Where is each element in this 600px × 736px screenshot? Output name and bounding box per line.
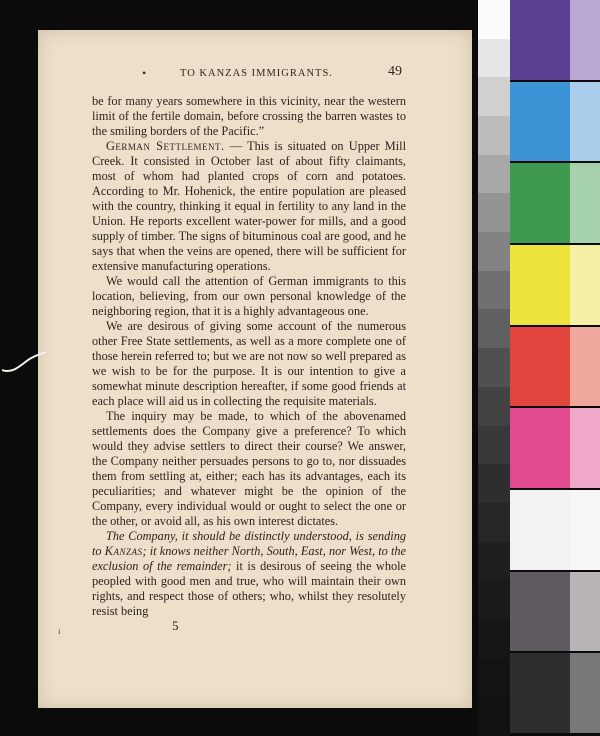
paragraph-6 <box>92 529 406 619</box>
color-chip-light <box>570 653 600 733</box>
book-page <box>38 30 472 708</box>
paragraph-3: We would call the attention of German immigrants to this location, believing, from our own personal knowledge of the neighboring region, that it is a highly advantageous one. <box>92 274 406 318</box>
kanzas-small-caps: Kanzas <box>104 544 143 558</box>
gray-step-chip <box>478 503 510 543</box>
paragraph-5: The inquiry may be made, to which of the abovenamed settlements does the Company give a preference? To which would they advise settlers to direct their course? We answer, the Company neither persuades persons to go to, nor dissuades them from settling at, either; each has its advantages, each its peculiarities; and whatever might be the opinion of the Company, every individual would or ought to select the one or the other, or avoid all, as his own interest dictates. <box>92 409 406 528</box>
signature-mark: 5 <box>172 618 179 633</box>
gray-step-chip <box>478 426 510 466</box>
gray-step-chip <box>478 116 510 156</box>
color-chip-light <box>570 572 600 652</box>
binding-thread <box>0 340 46 380</box>
color-chip-light <box>570 245 600 325</box>
margin-mark: ı <box>58 626 61 636</box>
section-heading: German Settlement. <box>106 139 225 153</box>
color-chip <box>510 408 570 488</box>
color-calibration-strip <box>478 0 600 735</box>
color-chip <box>510 245 570 325</box>
gray-step-chip <box>478 77 510 117</box>
gray-step-chip <box>478 193 510 233</box>
color-chip <box>510 572 570 652</box>
paragraph-1: be for many years somewhere in this vicinity, near the western limit of the fertile domain, before crossing the barren wastes to the smiling borders of the Pacific.” <box>92 94 406 138</box>
gray-step-chip <box>478 155 510 195</box>
page-number: 49 <box>388 64 402 79</box>
gray-step-chip <box>478 696 510 736</box>
color-chip-light <box>570 0 600 80</box>
gray-step-chip <box>478 348 510 388</box>
gray-step-chip <box>478 271 510 311</box>
paragraph-6-text: it is desirous of seeing the whole peopled with good men and true, who will maintain their own rights, and respect those of others; who, whilst they resolutely resist being <box>92 559 406 618</box>
paragraph-german-settlement <box>92 139 406 274</box>
gray-step-chip <box>478 542 510 582</box>
color-chip <box>510 82 570 162</box>
color-chip-light <box>570 327 600 407</box>
color-chip <box>510 0 570 80</box>
color-chip <box>510 163 570 243</box>
gray-step-chip <box>478 580 510 620</box>
header-title: TO KANZAS IMMIGRANTS. <box>180 68 333 79</box>
color-chip <box>510 327 570 407</box>
color-chip <box>510 490 570 570</box>
header-dot: • <box>142 66 147 80</box>
gray-step-chip <box>478 0 510 40</box>
gray-step-chip <box>478 232 510 272</box>
gray-step-chip <box>478 39 510 79</box>
gray-step-chip <box>478 464 510 504</box>
color-chip-light <box>570 82 600 162</box>
italic-span-a: The Company, it should be distinctly understood, is sending to <box>92 529 406 558</box>
running-header <box>38 66 472 84</box>
gray-step-chip <box>478 309 510 349</box>
color-chip <box>510 653 570 733</box>
color-chip-light <box>570 408 600 488</box>
color-chip-light <box>570 490 600 570</box>
gray-step-chip <box>478 658 510 698</box>
paragraph-4: We are desirous of giving some account of the numerous other Free State settlements, as well as a more complete one of those herein referred to; but we are not now so well prepared as we wish to be for the purpose. It is our intention to give a somewhat minute description hereafter, if some good friends at each place will aid us in collecting the requisite materials. <box>92 319 406 408</box>
paragraph-2-text: — This is situated on Upper Mill Creek. It consisted in October last of about fifty claimants, most of whom had planted crops of corn and potatoes. According to Mr. Hohenick, the entire population are pleased with the country, thinking it equal in fertility to any land in the Union. He reports excellent water-power for mills, and a good supply of timber. The signs of bituminous coal are good, and he says that when the veins are opened, there will be sufficient for extensive manufacturing operations. <box>92 139 406 273</box>
italic-span-b: ; it knows neither North, South, East, nor West, to the exclusion of the remainder; <box>92 544 407 573</box>
color-chip-light <box>570 163 600 243</box>
body-text <box>92 94 406 619</box>
gray-step-chip <box>478 619 510 659</box>
gray-step-chip <box>478 387 510 427</box>
